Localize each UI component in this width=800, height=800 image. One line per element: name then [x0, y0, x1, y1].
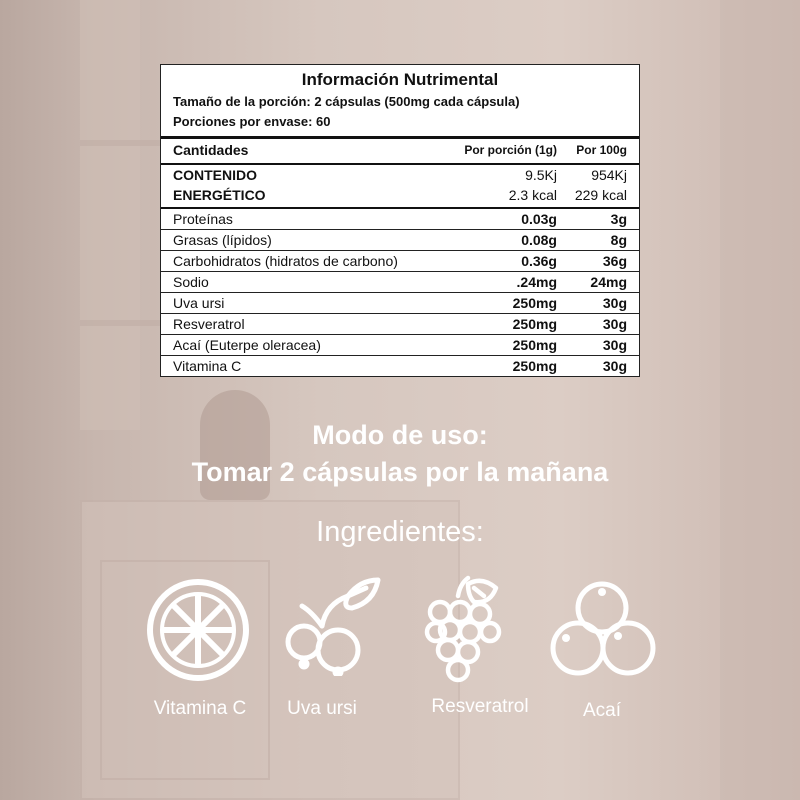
- table-row: [161, 355, 639, 376]
- table-row: [161, 250, 639, 271]
- nutrient-name: Carbohidratos (hidratos de carbono): [173, 253, 398, 269]
- energy-kj-per-100g: 954Kj: [591, 167, 627, 183]
- table-row: [161, 313, 639, 334]
- nutrient-per-100g: 3g: [610, 211, 627, 227]
- energy-kj-per-serving: 9.5Kj: [525, 167, 557, 183]
- header-label: Cantidades: [173, 142, 249, 158]
- nutrient-per-serving: 250mg: [512, 358, 557, 374]
- header-per-100g: Por 100g: [576, 143, 627, 157]
- energy-row-kcal: [161, 185, 639, 205]
- nutrient-per-100g: 30g: [602, 337, 627, 353]
- energy-label: CONTENIDO: [173, 167, 257, 183]
- nutrient-per-100g: 30g: [602, 295, 627, 311]
- energy-kcal-per-100g: 229 kcal: [574, 187, 627, 203]
- table-row: [161, 334, 639, 355]
- background-shelf: [80, 0, 140, 430]
- usage-heading: Modo de uso:: [312, 420, 488, 450]
- nutrient-name: Sodio: [173, 274, 209, 290]
- nutrient-per-serving: 0.36g: [521, 253, 557, 269]
- table-row: [161, 229, 639, 250]
- nutrient-name: Vitamina C: [173, 358, 242, 374]
- table-header: [161, 139, 639, 161]
- table-row: [161, 271, 639, 292]
- nutrient-name: Proteínas: [173, 211, 233, 227]
- energy-row-kj: [161, 165, 639, 185]
- nutrition-facts-panel: [160, 64, 640, 377]
- nutrient-per-serving: .24mg: [516, 274, 557, 290]
- nutrient-per-100g: 30g: [602, 358, 627, 374]
- nutrient-per-serving: 250mg: [512, 295, 557, 311]
- nutrient-name: Grasas (lípidos): [173, 232, 272, 248]
- nutrient-name: Resveratrol: [173, 316, 245, 332]
- grapes-icon: [424, 574, 504, 684]
- ingredients-heading: Ingredientes:: [316, 516, 484, 548]
- nutrient-per-serving: 250mg: [512, 316, 557, 332]
- usage-text: Tomar 2 cápsulas por la mañana: [191, 457, 609, 487]
- citrus-slice-icon: [144, 576, 252, 684]
- nutrient-per-100g: 8g: [610, 232, 627, 248]
- background-wall: [720, 0, 800, 800]
- nutrient-name: Uva ursi: [173, 295, 225, 311]
- ingredient-label: Vitamina C: [153, 698, 247, 719]
- header-per-serving: Por porción (1g): [464, 143, 557, 157]
- ingredient-label: Acaí: [582, 700, 622, 721]
- nutrient-name: Acaí (Euterpe oleracea): [173, 337, 321, 353]
- servings-per-container: Porciones por envase: 60: [173, 114, 331, 129]
- acai-berries-icon: [548, 578, 656, 678]
- ingredient-label: Uva ursi: [287, 698, 357, 719]
- nutrient-per-serving: 0.03g: [521, 211, 557, 227]
- nutrient-per-serving: 250mg: [512, 337, 557, 353]
- table-row: [161, 292, 639, 313]
- nutrition-title: Información Nutrimental: [301, 70, 499, 89]
- berries-leaf-icon: [282, 576, 382, 676]
- energy-label: ENERGÉTICO: [173, 187, 266, 203]
- serving-size: Tamaño de la porción: 2 cápsulas (500mg cada cápsula): [173, 94, 520, 109]
- nutrient-per-100g: 36g: [602, 253, 627, 269]
- nutrient-per-100g: 30g: [602, 316, 627, 332]
- ingredient-label: Resveratrol: [431, 696, 529, 717]
- nutrient-per-100g: 24mg: [590, 274, 627, 290]
- energy-kcal-per-serving: 2.3 kcal: [508, 187, 557, 203]
- table-row: [161, 209, 639, 229]
- nutrient-per-serving: 0.08g: [521, 232, 557, 248]
- usage-instructions: [0, 418, 800, 492]
